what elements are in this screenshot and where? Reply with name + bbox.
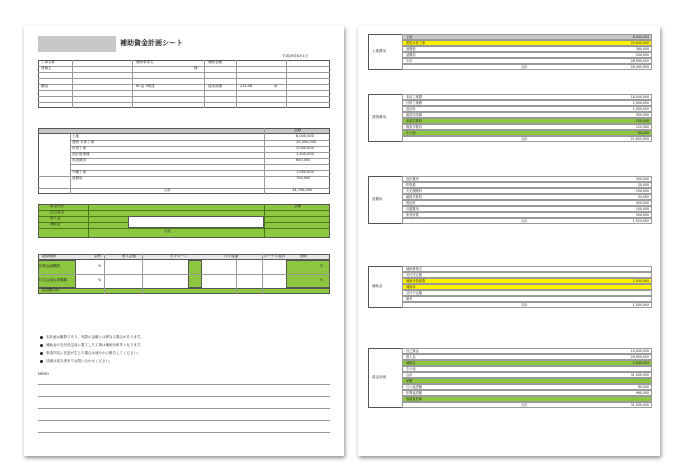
info-row-3-label: 延床面積 (208, 84, 222, 88)
info-header-1: 工事名称 (41, 60, 55, 64)
memo-line (38, 408, 330, 409)
sheet-date: 平成26年8月1日 (282, 54, 309, 58)
right-row-value: 31,000,000 (630, 373, 649, 377)
memo-line (38, 396, 330, 397)
right-row-value: 1,000,000 (632, 361, 649, 365)
right-section-side-label: 建物費用 (372, 115, 386, 119)
right-row-label: 補助事業名 (406, 267, 422, 271)
info-row-3-value: 234.56 (240, 84, 253, 88)
right-row-label: 差額 (406, 379, 413, 383)
right-row-value: 20,000 (637, 183, 649, 187)
note-bullet (40, 360, 43, 363)
right-section-side-label: 土地費用 (372, 49, 386, 53)
cost-row-4-label: 設計監理費 (72, 152, 90, 156)
right-row-label: 融資手数料 (406, 195, 422, 199)
info-header-2: 補助事業名 (136, 60, 154, 64)
funding-row-1: 自己資金 (50, 210, 64, 214)
loan-row-2-term: 年 (320, 278, 324, 282)
loan-header-5: 月々返済 (224, 254, 238, 258)
right-section-side-label: 諸費用 (372, 197, 383, 201)
right-row-label: 自己資金 (406, 349, 419, 353)
memo-label: MEMO (38, 372, 50, 376)
cost-row-6-label: 外構工事 (72, 170, 86, 174)
note-1: 本計画は概算であり、実際の金額とは異なる場合があります。 (46, 335, 144, 339)
right-row-label: 印紙税 (406, 183, 416, 187)
info-header-3: 補助金額 (208, 60, 222, 64)
funding-row-2: 借入金 (50, 216, 61, 220)
memo-line (38, 432, 330, 433)
right-total-value: 21,650,000 (630, 137, 649, 141)
right-row-label: 消費税 (406, 47, 416, 51)
cost-row-6-value: 1,000,000 (296, 170, 314, 174)
cost-header-amount: 金額 (294, 128, 301, 132)
cost-row-1-value: 8,000,000 (296, 134, 314, 138)
right-row-value: 20,000,000 (630, 41, 649, 45)
note-3: 申請内容に変更が生じた場合は速やかに報告してください。 (46, 351, 141, 355)
right-row-label: 確認申請費 (406, 113, 422, 117)
info-row-2-label: 構造 (41, 84, 48, 88)
right-row-label: 保証料 (406, 201, 416, 205)
right-total-value: 28,560,000 (630, 65, 649, 69)
right-section-total-row (402, 302, 652, 308)
right-section-side-label: 資金計画 (372, 375, 386, 379)
right-row-value: 2,000,000 (632, 101, 649, 105)
right-row-label: 申請手数料 (406, 119, 422, 123)
funding-input-area[interactable] (128, 216, 264, 228)
cost-row-5-value: 600,000 (296, 158, 311, 162)
right-total-label: 合計 (521, 303, 528, 307)
right-row-label: 合計 (406, 373, 413, 377)
cost-row-3-label: 付帯工事 (72, 146, 86, 150)
loan-row-1-rate: % (98, 264, 102, 268)
cost-row-4-value: 1,400,000 (296, 152, 314, 156)
cost-table-header (38, 128, 330, 134)
right-row-value: 18,000,000 (630, 95, 649, 99)
loan-header-4: 月々ローン (170, 254, 188, 258)
right-row-label: 家具家電 (406, 213, 419, 217)
left-document-page (24, 26, 344, 456)
right-row-value: 1,000,000 (632, 107, 649, 111)
right-row-value: 500,000 (635, 213, 649, 217)
right-row-label: 諸費用 (406, 53, 416, 57)
loan-header-3: 借入金額 (122, 254, 136, 258)
right-row-value: 54,000 (637, 195, 649, 199)
right-row-value: 300,000 (635, 113, 649, 117)
right-row-value: 200,000 (635, 53, 649, 57)
memo-line (38, 384, 330, 385)
right-row-label: その他 (406, 131, 416, 135)
loan-row-2-label: 住宅金融支援機構 (39, 278, 67, 282)
right-row-label: 年間返済額 (406, 391, 422, 395)
right-total-value: 31,000,000 (630, 403, 649, 407)
cost-total-value: 34,700,000 (292, 188, 313, 192)
right-row-label: 設計料 (406, 107, 416, 111)
info-row-2-value: RC造 3階建 (136, 84, 155, 88)
cost-row-2-label: 建物 本体工事 (72, 140, 95, 144)
funding-row-3: 補助金 (50, 222, 61, 226)
right-total-label: 合計 (521, 403, 528, 407)
memo-line (38, 420, 330, 421)
right-section-side-label: 補助金 (372, 284, 383, 288)
right-row-value: 28,560,000 (630, 59, 649, 63)
right-row-label: 土地 (406, 35, 413, 39)
loan-row-2-rate: % (98, 278, 102, 282)
right-row-label: 補助対象経費 (406, 279, 426, 283)
right-row-value: 150,000 (635, 119, 649, 123)
loan-header-2: 金利 (94, 254, 101, 258)
right-row-label: 引越費用 (406, 207, 419, 211)
right-total-label: 合計 (521, 65, 528, 69)
funding-total-label: 合計 (164, 229, 171, 233)
right-row-label: 建物本体工事 (406, 41, 426, 45)
right-row-value: 960,000 (635, 391, 649, 395)
right-row-value: 80,000 (637, 131, 649, 135)
right-row-label: 月々返済額 (406, 385, 422, 389)
loan-row-1-term: 年 (320, 264, 324, 268)
cost-total-label: 合計 (164, 188, 171, 192)
info-row-3-unit: ㎡ (274, 84, 278, 88)
right-total-label: 合計 (521, 219, 528, 223)
right-row-label: 検査手数料 (406, 125, 422, 129)
right-section-total-row (402, 64, 652, 70)
right-section-total-row (402, 136, 652, 142)
right-row-label: 火災保険料 (406, 189, 422, 193)
cost-row-3-value: 3,000,000 (296, 146, 314, 150)
note-bullet (40, 336, 43, 339)
right-row-label: 交付決定額 (406, 273, 422, 277)
right-row-label: 備考 (406, 297, 413, 301)
right-row-label: 小計 (406, 59, 413, 63)
loan-header-6: ボーナス返済 (264, 254, 285, 258)
right-total-value: 1,000,000 (632, 303, 649, 307)
right-row-value: 300,000 (635, 177, 649, 181)
loan-header-1: 融資機関 (42, 254, 56, 258)
loan-header-7: 期間 (300, 254, 307, 258)
funding-header-right: 金額 (294, 204, 301, 208)
right-row-label: 本体工事費 (406, 95, 422, 99)
right-total-value: 1,524,000 (632, 219, 649, 223)
note-4: 詳細は担当者までお問い合わせください。 (46, 359, 113, 363)
right-total-label: 合計 (521, 137, 528, 141)
funding-header-left: 資金内訳 (50, 204, 64, 208)
right-row-value: 100,000 (635, 207, 649, 211)
right-row-value: 80,000 (637, 385, 649, 389)
right-row-value: 150,000 (635, 189, 649, 193)
right-row-value: 120,000 (635, 125, 649, 129)
right-row-label: 補助金 (406, 361, 416, 365)
loan-footer-row (38, 288, 330, 294)
right-row-label: 付帯工事費 (406, 101, 422, 105)
right-row-value: 8,000,000 (632, 35, 649, 39)
note-bullet (40, 344, 43, 347)
right-section-total-row (402, 402, 652, 408)
sheet-title: 補助資金計画シート (120, 39, 183, 47)
cost-row-7-value: 700,000 (296, 176, 311, 180)
right-row-label: 交付予定額 (406, 291, 422, 295)
right-row-value: 1,000,000 (632, 279, 649, 283)
cost-row-7-label: 諸費用 (72, 176, 83, 180)
right-document-page (358, 26, 660, 456)
right-row-label: 返済負担率 (406, 397, 422, 401)
right-row-label: その他 (406, 367, 416, 371)
note-2: 補助金の交付決定前に着工した工事は補助対象外となります。 (46, 343, 144, 347)
right-row-value: 20,000,000 (630, 355, 649, 359)
note-bullet (40, 352, 43, 355)
right-row-value: 10,000,000 (630, 349, 649, 353)
loan-footer-label: 返済額合計 (42, 288, 60, 292)
right-row-label: 借入金 (406, 355, 416, 359)
cost-row-5-label: 申請費用 (72, 158, 86, 162)
loan-row-1-label: 民間金融機関 (39, 264, 60, 268)
right-row-value: 400,000 (635, 201, 649, 205)
info-row-1-unit: 棟 (194, 66, 198, 70)
info-row-1-label: 建築主 (41, 66, 52, 70)
right-row-label: 登記費用 (406, 177, 419, 181)
cost-row-2-value: 20,000,000 (296, 140, 317, 144)
right-row-label: 補助率 (406, 285, 416, 289)
cost-row-1-label: 土地 (72, 134, 79, 138)
right-section-total-row (402, 218, 652, 224)
title-gray-block (38, 36, 116, 52)
right-row-value: 360,000 (635, 47, 649, 51)
